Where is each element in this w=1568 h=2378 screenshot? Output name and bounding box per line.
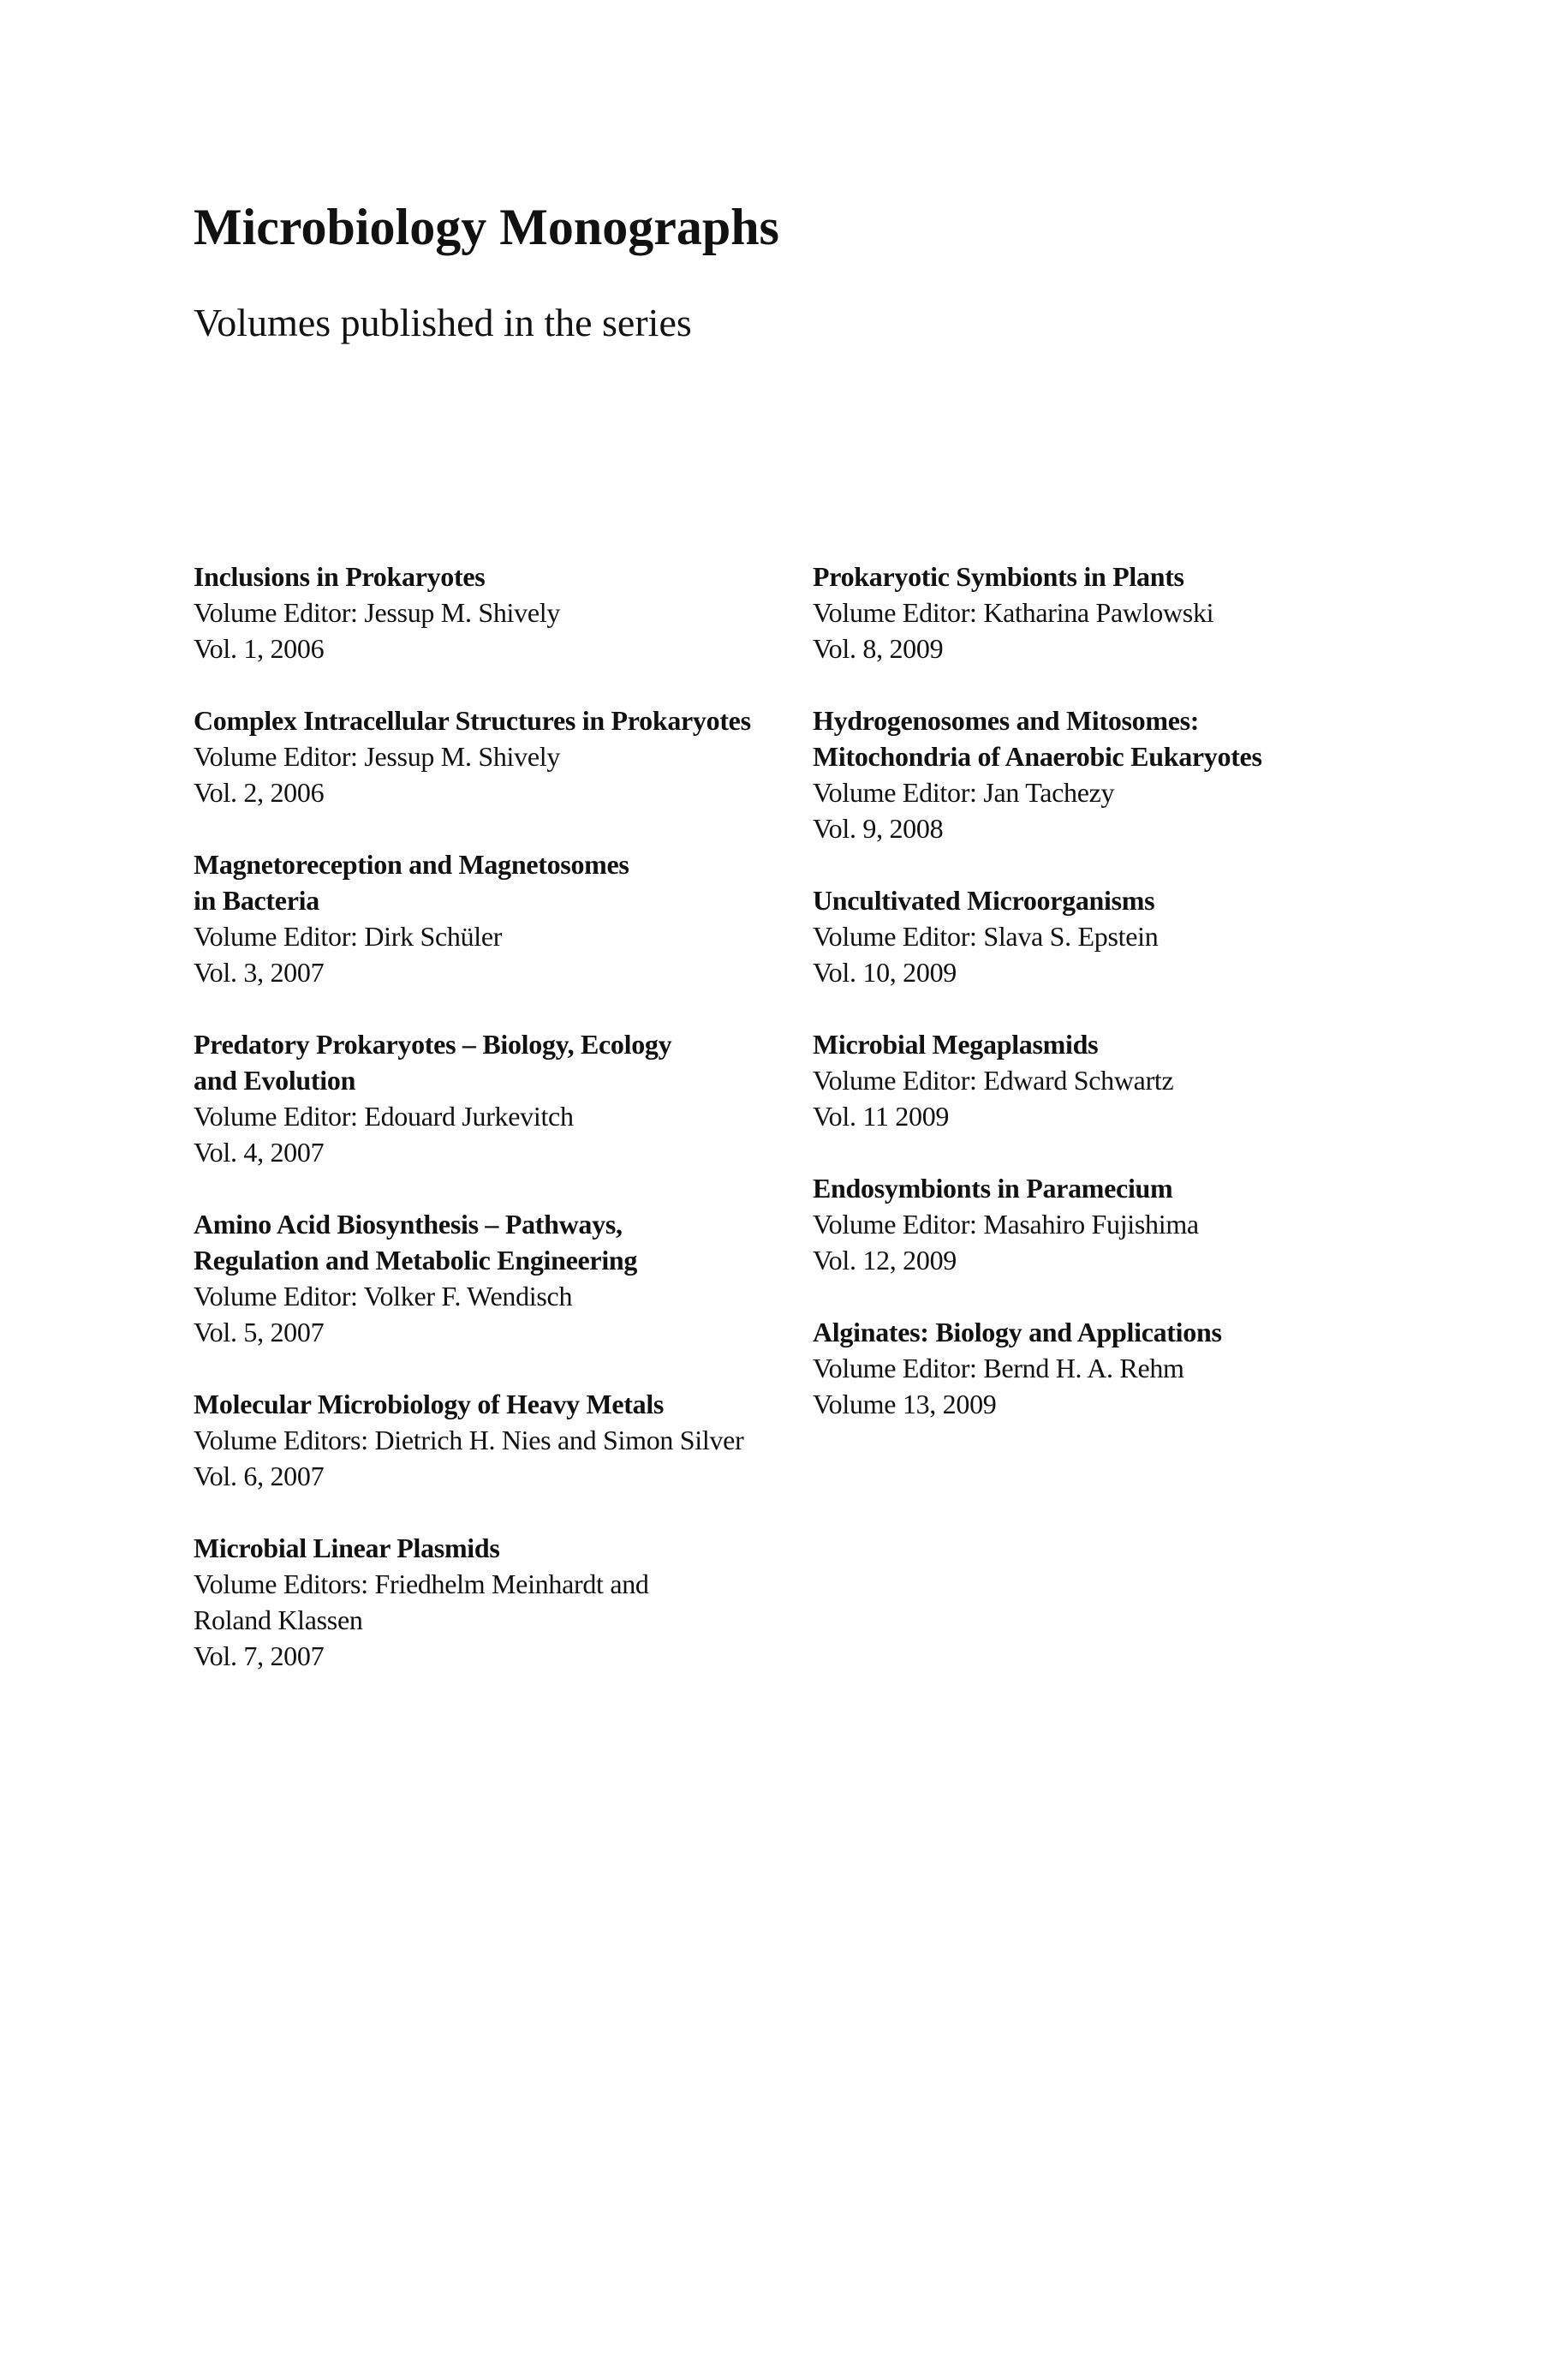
volume-number: Vol. 6, 2007 [194, 1461, 325, 1491]
volume-title: Microbial Megaplasmids [813, 1029, 1099, 1060]
volume-editor: Volume Editors: Friedhelm Meinhardt and Roland Klassen [194, 1568, 649, 1635]
volume-editor: Volume Editor: Edouard Jurkevitch [194, 1101, 574, 1132]
volume-number: Vol. 8, 2009 [813, 633, 944, 664]
volume-editor: Volume Editor: Jessup M. Shively [194, 597, 561, 628]
volume-entry-7 [194, 1530, 784, 1674]
volume-editor: Volume Editor: Bernd H. A. Rehm [813, 1353, 1184, 1383]
volume-entry-4 [194, 1026, 784, 1170]
volume-entry-10 [813, 882, 1404, 990]
volume-number: Volume 13, 2009 [813, 1389, 997, 1419]
volume-title: Uncultivated Microorganisms [813, 885, 1155, 916]
volume-title: Microbial Linear Plasmids [194, 1533, 500, 1563]
volume-title: Predatory Prokaryotes – Biology, Ecology and Evolution [194, 1029, 672, 1096]
volume-title: Amino Acid Biosynthesis – Pathways, Regulation and Metabolic Engineering [194, 1209, 638, 1276]
volume-number: Vol. 11 2009 [813, 1101, 950, 1132]
volume-number: Vol. 5, 2007 [194, 1317, 325, 1347]
volume-title: Inclusions in Prokaryotes [194, 561, 486, 592]
volume-entry-13 [813, 1314, 1404, 1422]
volume-editor: Volume Editors: Dietrich H. Nies and Simon Silver [194, 1425, 744, 1455]
volume-number: Vol. 4, 2007 [194, 1137, 325, 1168]
volume-entry-11 [813, 1026, 1404, 1134]
volume-entry-2 [194, 702, 784, 810]
volume-entry-9 [813, 702, 1404, 846]
volume-editor: Volume Editor: Volker F. Wendisch [194, 1281, 573, 1311]
volume-number: Vol. 7, 2007 [194, 1640, 325, 1671]
volume-title: Molecular Microbiology of Heavy Metals [194, 1389, 665, 1419]
volume-number: Vol. 1, 2006 [194, 633, 325, 664]
volume-title: Complex Intracellular Structures in Prokaryotes [194, 705, 751, 736]
volume-editor: Volume Editor: Masahiro Fujishima [813, 1209, 1199, 1240]
volume-editor: Volume Editor: Edward Schwartz [813, 1065, 1174, 1096]
volume-editor: Volume Editor: Slava S. Epstein [813, 921, 1159, 952]
volume-entry-12 [813, 1170, 1404, 1278]
volume-number: Vol. 2, 2006 [194, 777, 325, 808]
volume-number: Vol. 3, 2007 [194, 957, 325, 988]
volume-editor: Volume Editor: Dirk Schüler [194, 921, 503, 952]
volume-title: Prokaryotic Symbionts in Plants [813, 561, 1184, 592]
volume-number: Vol. 10, 2009 [813, 957, 957, 988]
volume-entry-3 [194, 846, 784, 990]
volume-number: Vol. 12, 2009 [813, 1245, 957, 1276]
volume-title: Alginates: Biology and Applications [813, 1317, 1222, 1347]
volume-editor: Volume Editor: Katharina Pawlowski [813, 597, 1214, 628]
volume-entry-5 [194, 1206, 784, 1350]
volume-list-left [194, 559, 784, 1710]
volume-list-right [813, 559, 1404, 1458]
volume-editor: Volume Editor: Jan Tachezy [813, 777, 1115, 808]
volume-number: Vol. 9, 2008 [813, 813, 944, 844]
volume-title: Hydrogenosomes and Mitosomes: Mitochondria of Anaerobic Eukaryotes [813, 705, 1262, 772]
volume-entry-1 [194, 559, 784, 666]
volume-editor: Volume Editor: Jessup M. Shively [194, 741, 561, 772]
volume-title: Endosymbionts in Paramecium [813, 1173, 1173, 1204]
volume-title: Magnetoreception and Magnetosomes in Bacteria [194, 849, 629, 916]
volume-entry-6 [194, 1386, 784, 1494]
volume-entry-8 [813, 559, 1404, 666]
page-subtitle: Volumes published in the series [194, 301, 692, 344]
page-title: Microbiology Monographs [194, 199, 779, 255]
